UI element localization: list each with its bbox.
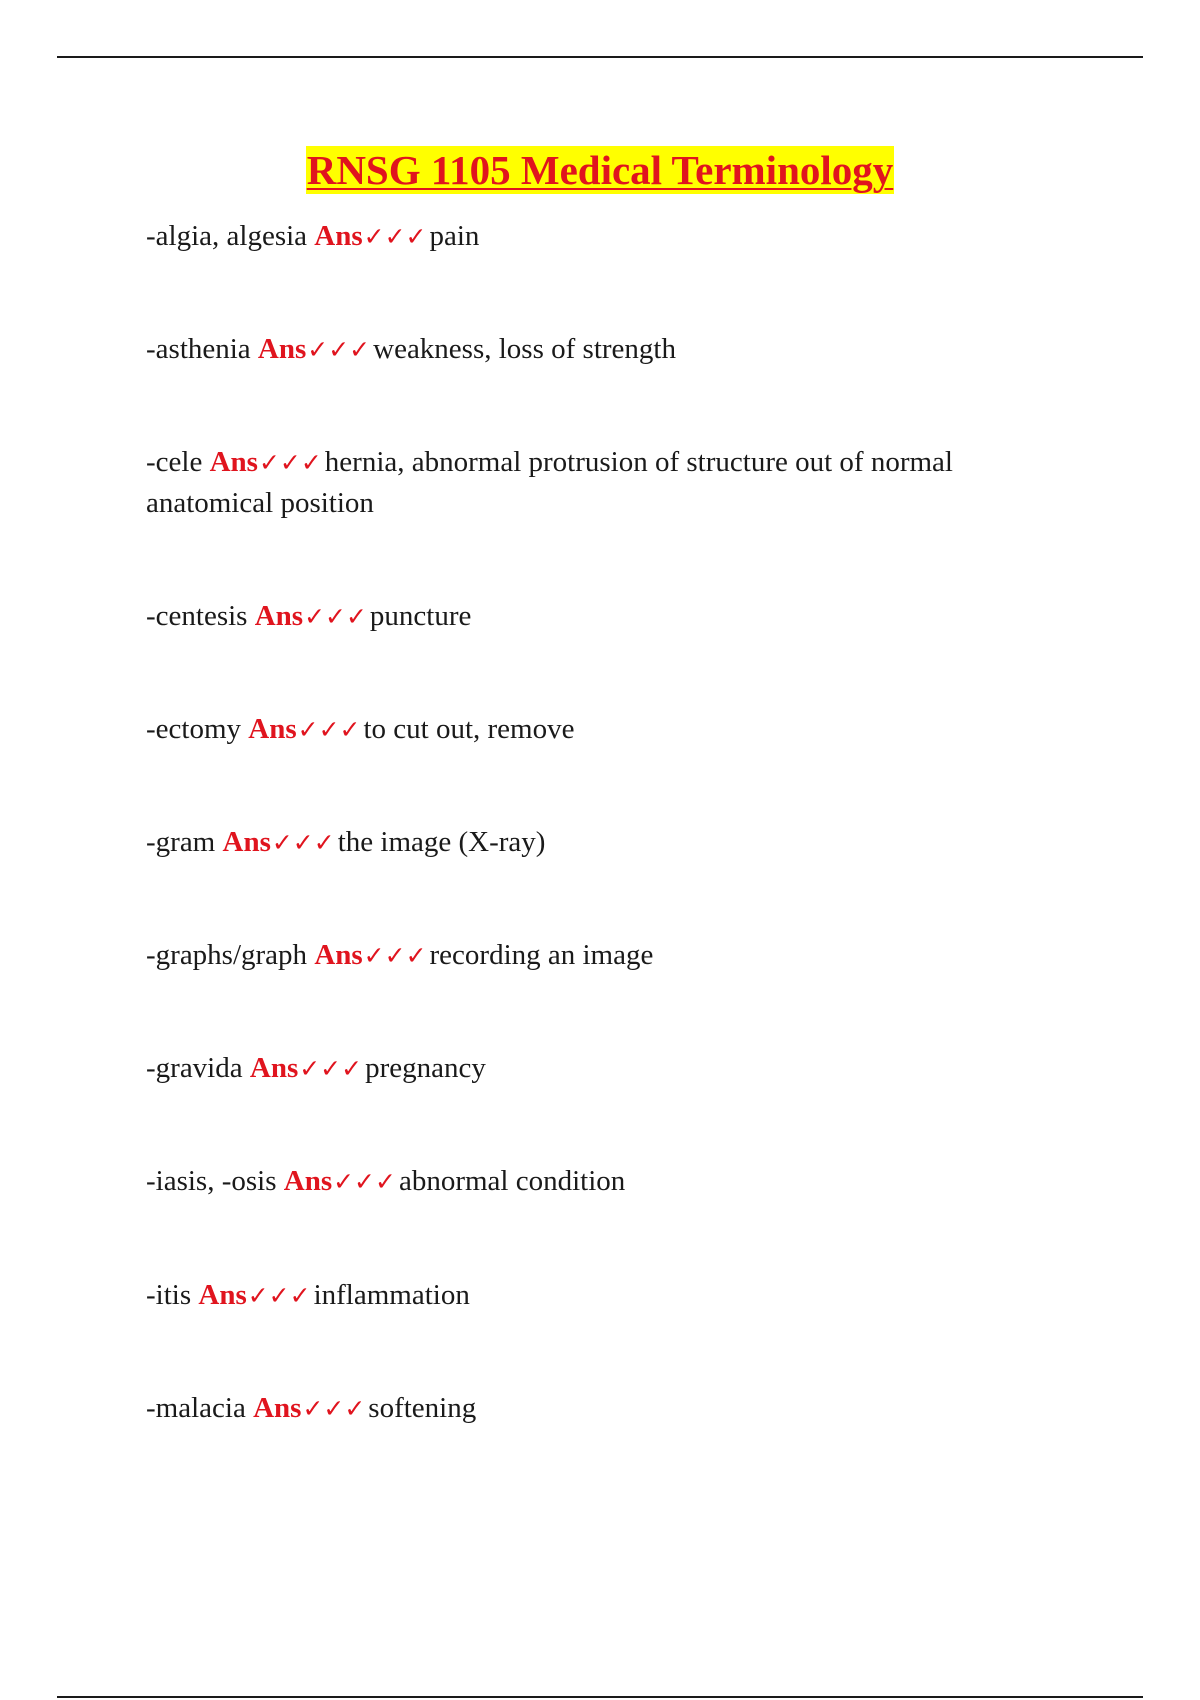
term: -itis	[146, 1279, 192, 1311]
checkmark-icon: ✓✓✓	[271, 828, 335, 857]
checkmark-icon: ✓✓✓	[302, 1394, 366, 1423]
checkmark-icon: ✓✓✓	[304, 602, 367, 631]
answer-label: Ans	[314, 939, 363, 971]
definition: the image (X-ray)	[337, 826, 546, 858]
answer-label: Ans	[283, 1165, 333, 1197]
answer-label: Ans	[248, 713, 297, 745]
checkmark-icon: ✓✓✓	[363, 222, 427, 251]
definition: recording an image	[429, 939, 654, 971]
definition: weakness, loss of strength	[373, 333, 676, 365]
list-item	[146, 1388, 1066, 1429]
list-item	[146, 596, 1066, 637]
answer-label: Ans	[222, 826, 271, 858]
list-item	[146, 1048, 1066, 1089]
list-item	[146, 329, 1066, 370]
answer-label: Ans	[253, 1392, 302, 1424]
term: -ectomy	[146, 713, 242, 745]
answer-label: Ans	[254, 600, 304, 632]
definition: hernia, abnormal protrusion of structure out of normal anatomical position	[146, 446, 953, 519]
answer-label: Ans	[209, 446, 258, 478]
list-item	[146, 1161, 1066, 1202]
list-item	[146, 709, 1066, 750]
answer-label: Ans	[198, 1279, 247, 1311]
checkmark-icon: ✓✓✓	[299, 1054, 363, 1083]
answer-label: Ans	[257, 333, 307, 365]
list-item	[146, 935, 1066, 976]
definition: inflammation	[313, 1279, 470, 1311]
checkmark-icon: ✓✓✓	[307, 335, 371, 364]
list-item	[146, 822, 1066, 863]
term: -iasis, -osis	[146, 1165, 277, 1197]
list-item	[146, 1275, 1066, 1316]
term: -gram	[146, 826, 216, 858]
term: -algia, algesia	[146, 220, 308, 252]
title-container	[0, 146, 1200, 194]
answer-label: Ans	[249, 1052, 299, 1084]
definition: to cut out, remove	[363, 713, 575, 745]
definition: abnormal condition	[398, 1165, 626, 1197]
checkmark-icon: ✓✓✓	[247, 1281, 311, 1310]
term: -gravida	[146, 1052, 243, 1084]
document-title: RNSG 1105 Medical Terminology	[306, 147, 894, 193]
definition: puncture	[369, 600, 472, 632]
checkmark-icon: ✓✓✓	[333, 1167, 396, 1196]
list-item	[146, 442, 1066, 524]
answer-label: Ans	[314, 220, 363, 252]
term: -centesis	[146, 600, 248, 632]
top-rule	[57, 56, 1143, 58]
checkmark-icon: ✓✓✓	[258, 448, 322, 477]
term: -graphs/graph	[146, 939, 308, 971]
bottom-rule	[57, 1696, 1143, 1698]
term: -malacia	[146, 1392, 246, 1424]
checkmark-icon: ✓✓✓	[363, 941, 427, 970]
definition: pain	[429, 220, 480, 252]
list-item	[146, 216, 1066, 257]
checkmark-icon: ✓✓✓	[297, 715, 361, 744]
term: -cele	[146, 446, 203, 478]
term: -asthenia	[146, 333, 251, 365]
definition: softening	[368, 1392, 477, 1424]
definition: pregnancy	[365, 1052, 486, 1084]
